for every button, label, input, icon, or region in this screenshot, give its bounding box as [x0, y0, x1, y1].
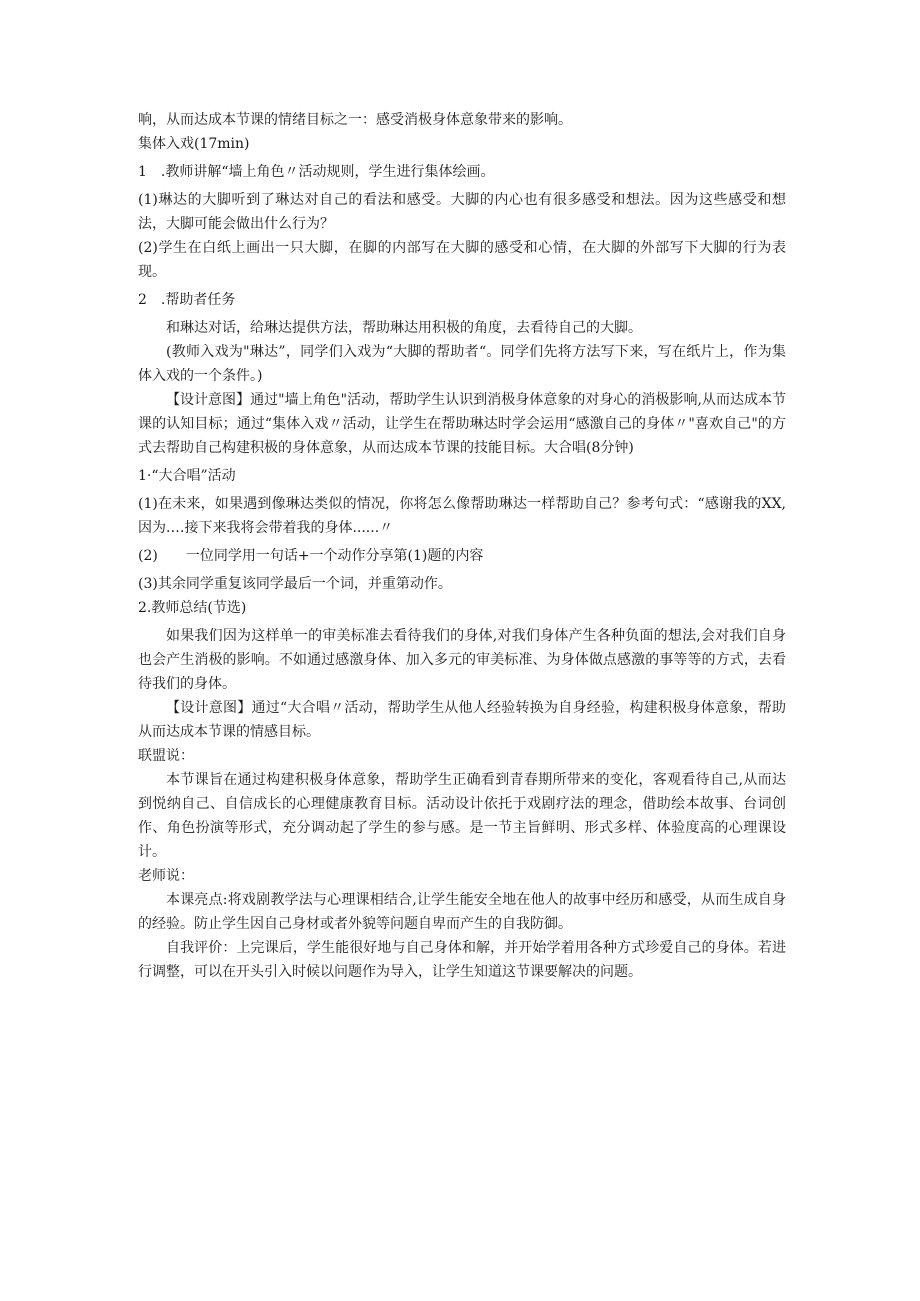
paragraph-step-1-item-1: (1)琳达的大脚听到了琳达对自己的看法和感受。大脚的内心也有很多感受和想法。因为这些感受和想法，大脚可能会做出什么行为？	[138, 192, 786, 232]
paragraph-highlights: 本课亮点:将戏剧教学法与心理课相结合,让学生能安全地在他人的故事中经历和感受，从而生成自身的经验。防止学生因自己身材或者外貌等问题自卑而产生的自我防御。	[138, 892, 786, 932]
paragraph-alliance-comment: 本节课旨在通过构建积极身体意象，帮助学生正确看到青春期所带来的变化，客观看待自己,从而达到悦纳自己、自信成长的心理健康教育目标。活动设计依托于戏剧疗法的理念，借助绘本故事、台词创作、角色扮演等形式，充分调动起了学生的参与感。是一节主旨鲜明、形式多样、体验度高的心理课设计。	[138, 772, 786, 860]
paragraph-self-evaluation: 自我评价：上完课后，学生能很好地与自己身体和解，并开始学着用各种方式珍爱自己的身体。若进行调整，可以在开头引入时候以问题作为导入，让学生知道这节课要解决的问题。	[138, 940, 786, 980]
paragraph-teacher-summary: 如果我们因为这样单一的审美标准去看待我们的身体,对我们身体产生各种负面的想法,会对我们自身也会产生消极的影响。不如通过感激身体、加入多元的审美标准、为身体做点感激的事等等的方式，去看待我们的身体。	[138, 628, 786, 692]
paragraph-helper-task: 和琳达对话，给琳达提供方法，帮助琳达用积极的角度，去看待自己的大脚。	[166, 320, 642, 336]
paragraph-intro: 响，从而达成本节课的情绪目标之一：感受消极身体意象带来的影响。	[138, 112, 572, 128]
teacher-says-heading: 老师说：	[138, 868, 194, 884]
paragraph-design-intent-2: 【设计意图】通过“大合唱〃活动，帮助学生从他人经验转换为自身经验，构建积极身体意象，帮助从而达成本节课的情感目标。	[138, 700, 786, 740]
paragraph-chorus-item-2: (2) 一位同学用一句话+一个动作分享第(1)题的内容	[138, 548, 484, 564]
paragraph-chorus-item-3: (3)其余同学重复该同学最后一个词，并重第动作。	[138, 576, 452, 592]
step-1-heading: 1 .教师讲解“墙上角色〃活动规则，学生进行集体绘画。	[138, 164, 495, 180]
step-2-heading: 2 .帮助者任务	[138, 292, 236, 308]
paragraph-chorus-item-1: (1)在未来，如果遇到像琳达类似的情况，你将怎么像帮助琳达一样帮助自己？参考句式：“感谢我的XX,因为.…接下来我将会带着我的身体......〃	[138, 496, 786, 536]
chorus-heading: 1·“大合唱”活动	[138, 468, 236, 484]
paragraph-step-1-item-2: (2)学生在白纸上画出一只大脚，在脚的内部写在大脚的感受和心情，在大脚的外部写下大脚的行为表现。	[138, 240, 786, 280]
paragraph-design-intent-1: 【设计意图】通过"墙上角色"活动，帮助学生认识到消极身体意象的对身心的消极影响,从而达成本节课的认知目标；通过“集体入戏〃活动，让学生在帮助琳达时学会运用“感激自己的身体〃"喜欢自己"的方式去帮助自己构建积极的身体意象，从而达成本节课的技能目标。大合唱(8分钟)	[138, 392, 786, 456]
document-page	[138, 108, 786, 984]
paragraph-teacher-role: (教师入戏为"琳达”，同学们入戏为“大脚的帮助者“。同学们先将方法写下来，写在纸片上，作为集体入戏的一个条件。)	[138, 344, 786, 384]
teacher-summary-heading: 2.教师总结(节选)	[138, 600, 247, 616]
alliance-heading: 联盟说：	[138, 748, 194, 764]
section-heading-collective-role: 集体入戏(17min)	[138, 136, 250, 152]
